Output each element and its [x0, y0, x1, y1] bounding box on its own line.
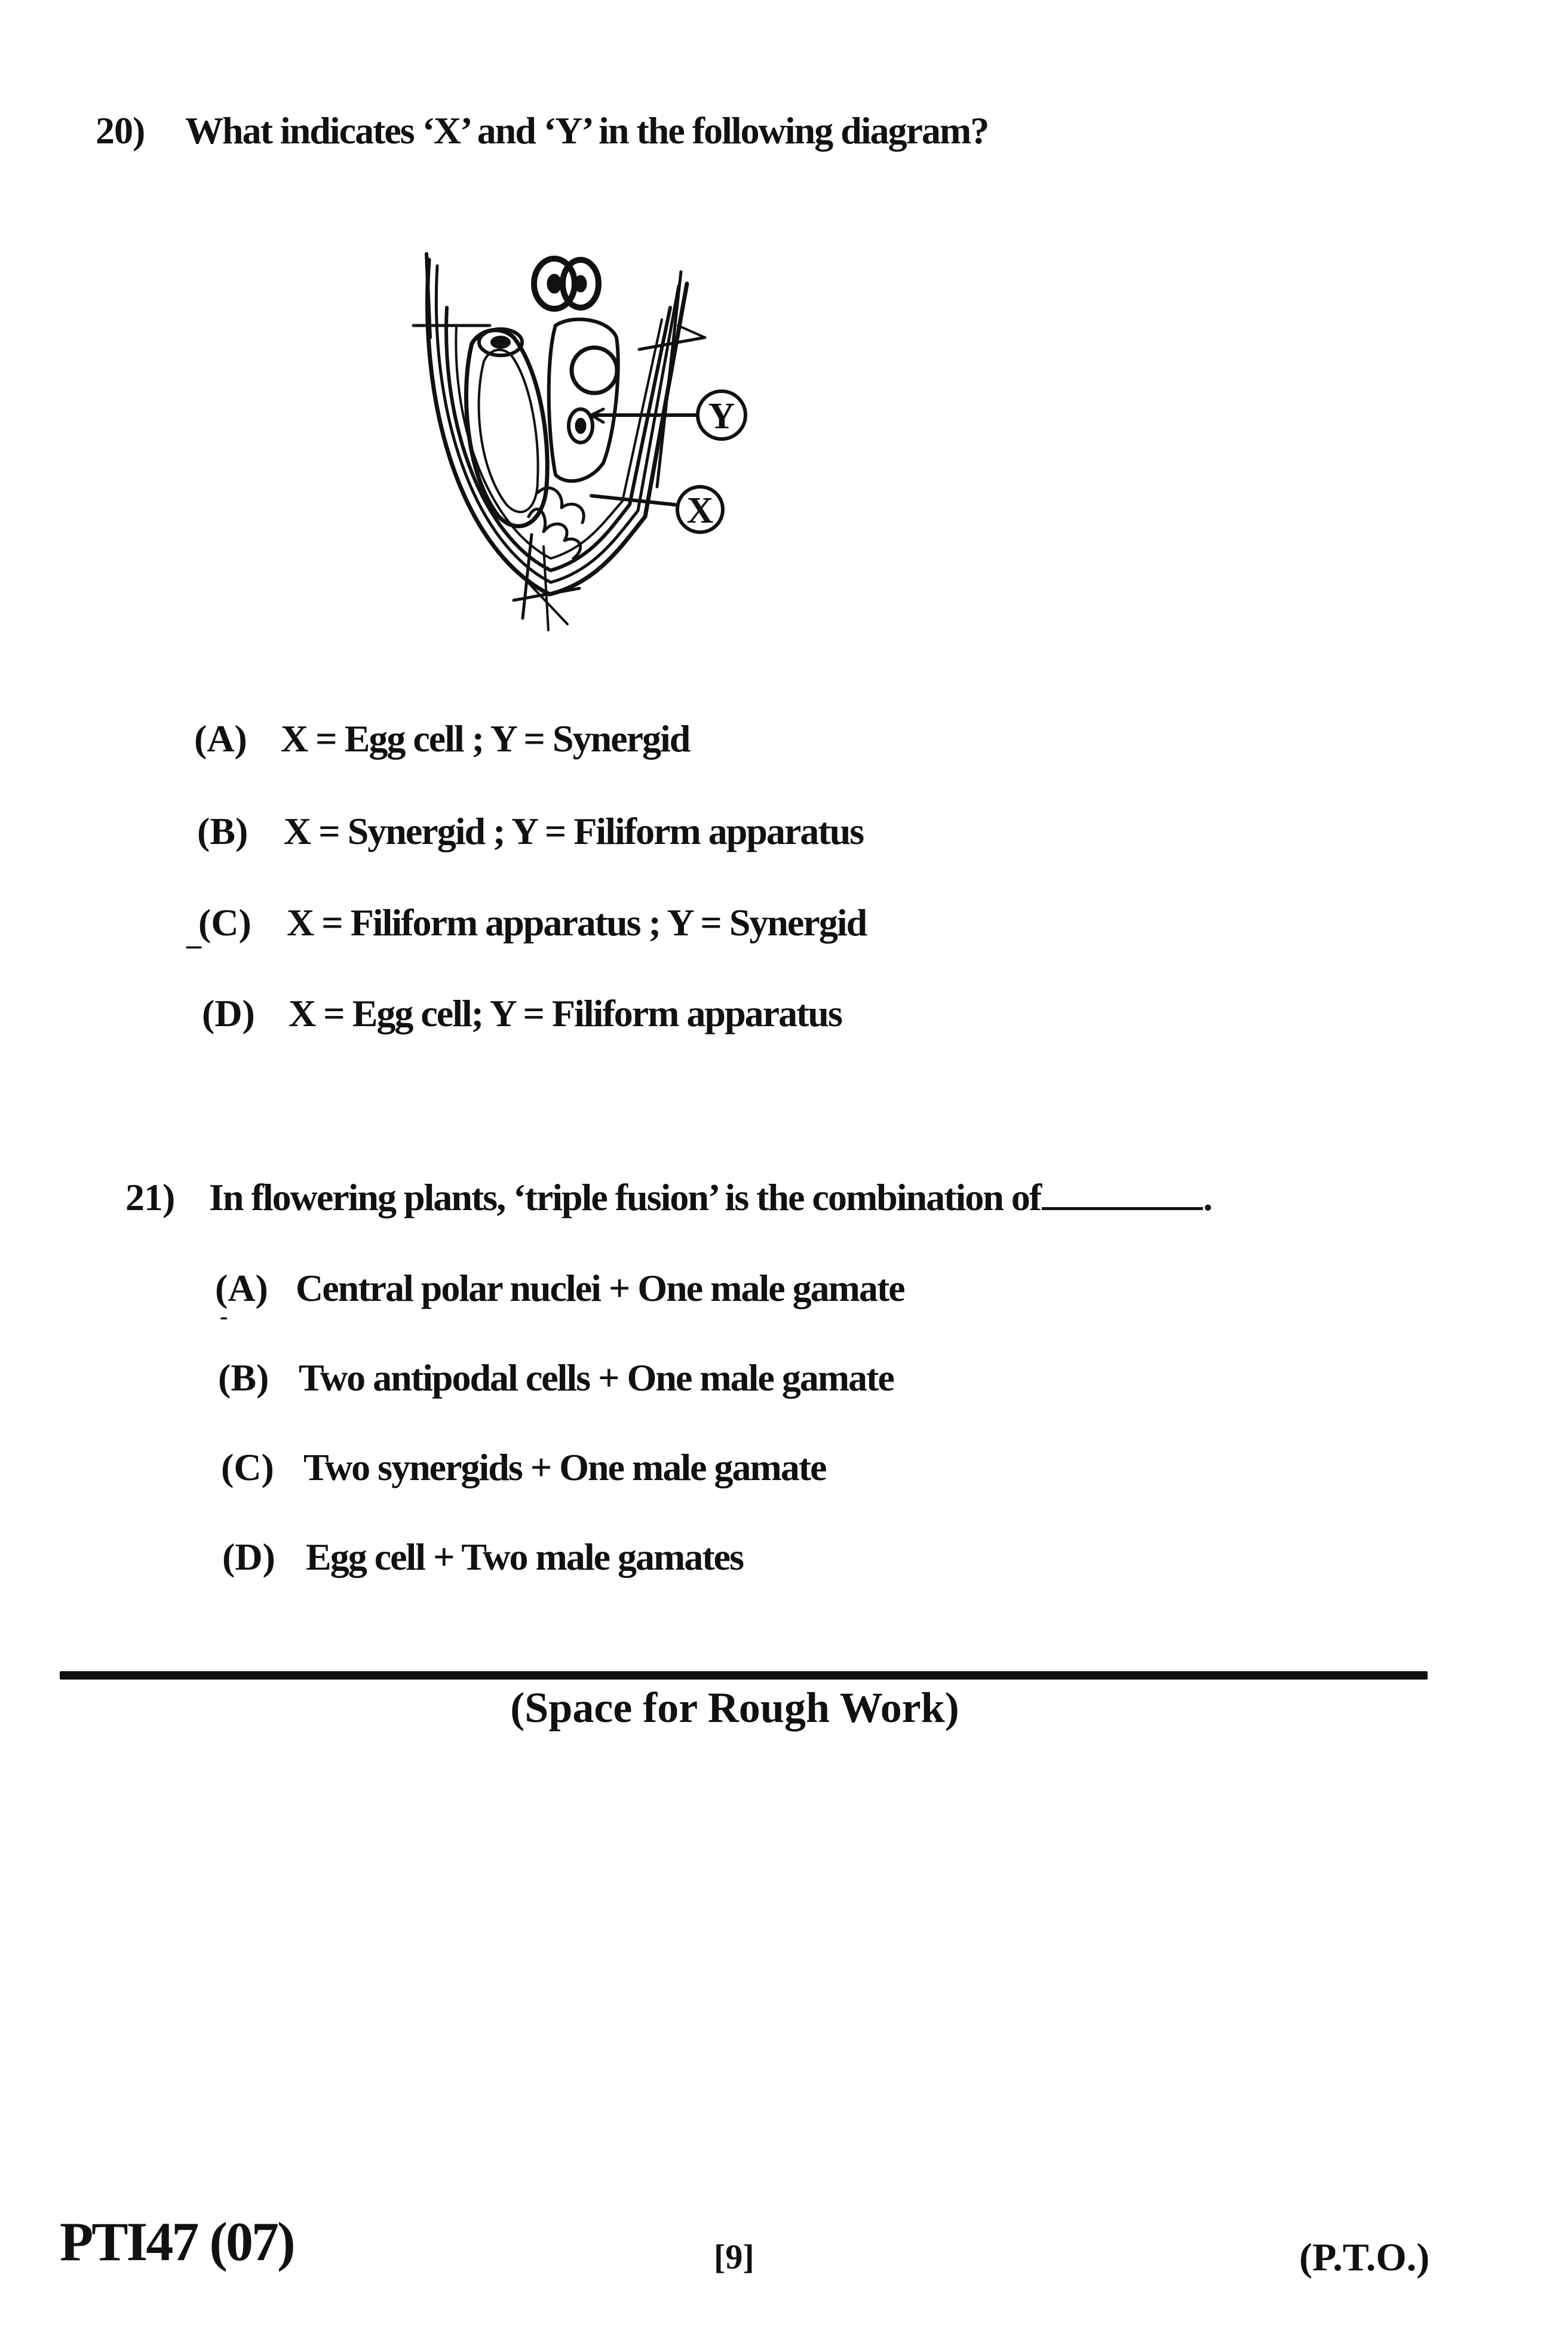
q20-option-d-letter: (D) [202, 992, 255, 1034]
q20-option-a-text: X = Egg cell ; Y = Synergid [281, 717, 690, 760]
q20-option-c-text: X = Filiform apparatus ; Y = Synergid [287, 901, 867, 944]
fill-in-blank-line [1042, 1207, 1203, 1210]
page-number: [9] [714, 2237, 754, 2276]
q21-option-d-letter: (D) [222, 1536, 275, 1578]
rough-work-divider [60, 1671, 1428, 1680]
please-turn-over: (P.T.O.) [1299, 2236, 1430, 2279]
q21-option-b-letter: (B) [218, 1356, 269, 1399]
q21-option-b-text: Two antipodal cells + One male gamate [299, 1356, 894, 1399]
q21-option-d-text: Egg cell + Two male gamates [306, 1536, 743, 1578]
q20-option-c-letter: (C) [198, 901, 251, 944]
q21-option-c-letter: (C) [221, 1446, 274, 1488]
q20-option-b-letter: (B) [197, 810, 248, 852]
paper-code: PTI47 (07) [60, 2211, 294, 2272]
question-21-text-body: In flowering plants, ‘triple fusion’ is the combination of [209, 1176, 1041, 1218]
q20-option-b-text: X = Synergid ; Y = Filiform apparatus [284, 810, 864, 852]
q21-option-a-letter: (A) [215, 1267, 268, 1309]
rough-work-label: (Space for Rough Work) [510, 1684, 959, 1732]
diagram-label-x: X [686, 490, 714, 531]
q20-option-a-letter: (A) [194, 717, 247, 760]
diagram-label-y: Y [708, 396, 735, 437]
question-21-text [209, 1175, 1211, 1220]
question-20-number: 20) [96, 109, 145, 152]
q21-option-a-tick-mark: - [220, 1303, 228, 1330]
embryo-sac-diagram [394, 236, 812, 642]
q20-option-d-text: X = Egg cell; Y = Filiform apparatus [289, 992, 842, 1034]
q21-option-c-text: Two synergids + One male gamate [303, 1446, 826, 1488]
question-20-text: What indicates ‘X’ and ‘Y’ in the following diagram? [185, 109, 989, 152]
question-21-number: 21) [125, 1176, 175, 1218]
q21-option-a-text: Central polar nuclei + One male gamate [296, 1267, 904, 1309]
question-21-trailing-period: . [1203, 1176, 1212, 1218]
q20-option-c-tick-mark: _ [186, 917, 201, 951]
